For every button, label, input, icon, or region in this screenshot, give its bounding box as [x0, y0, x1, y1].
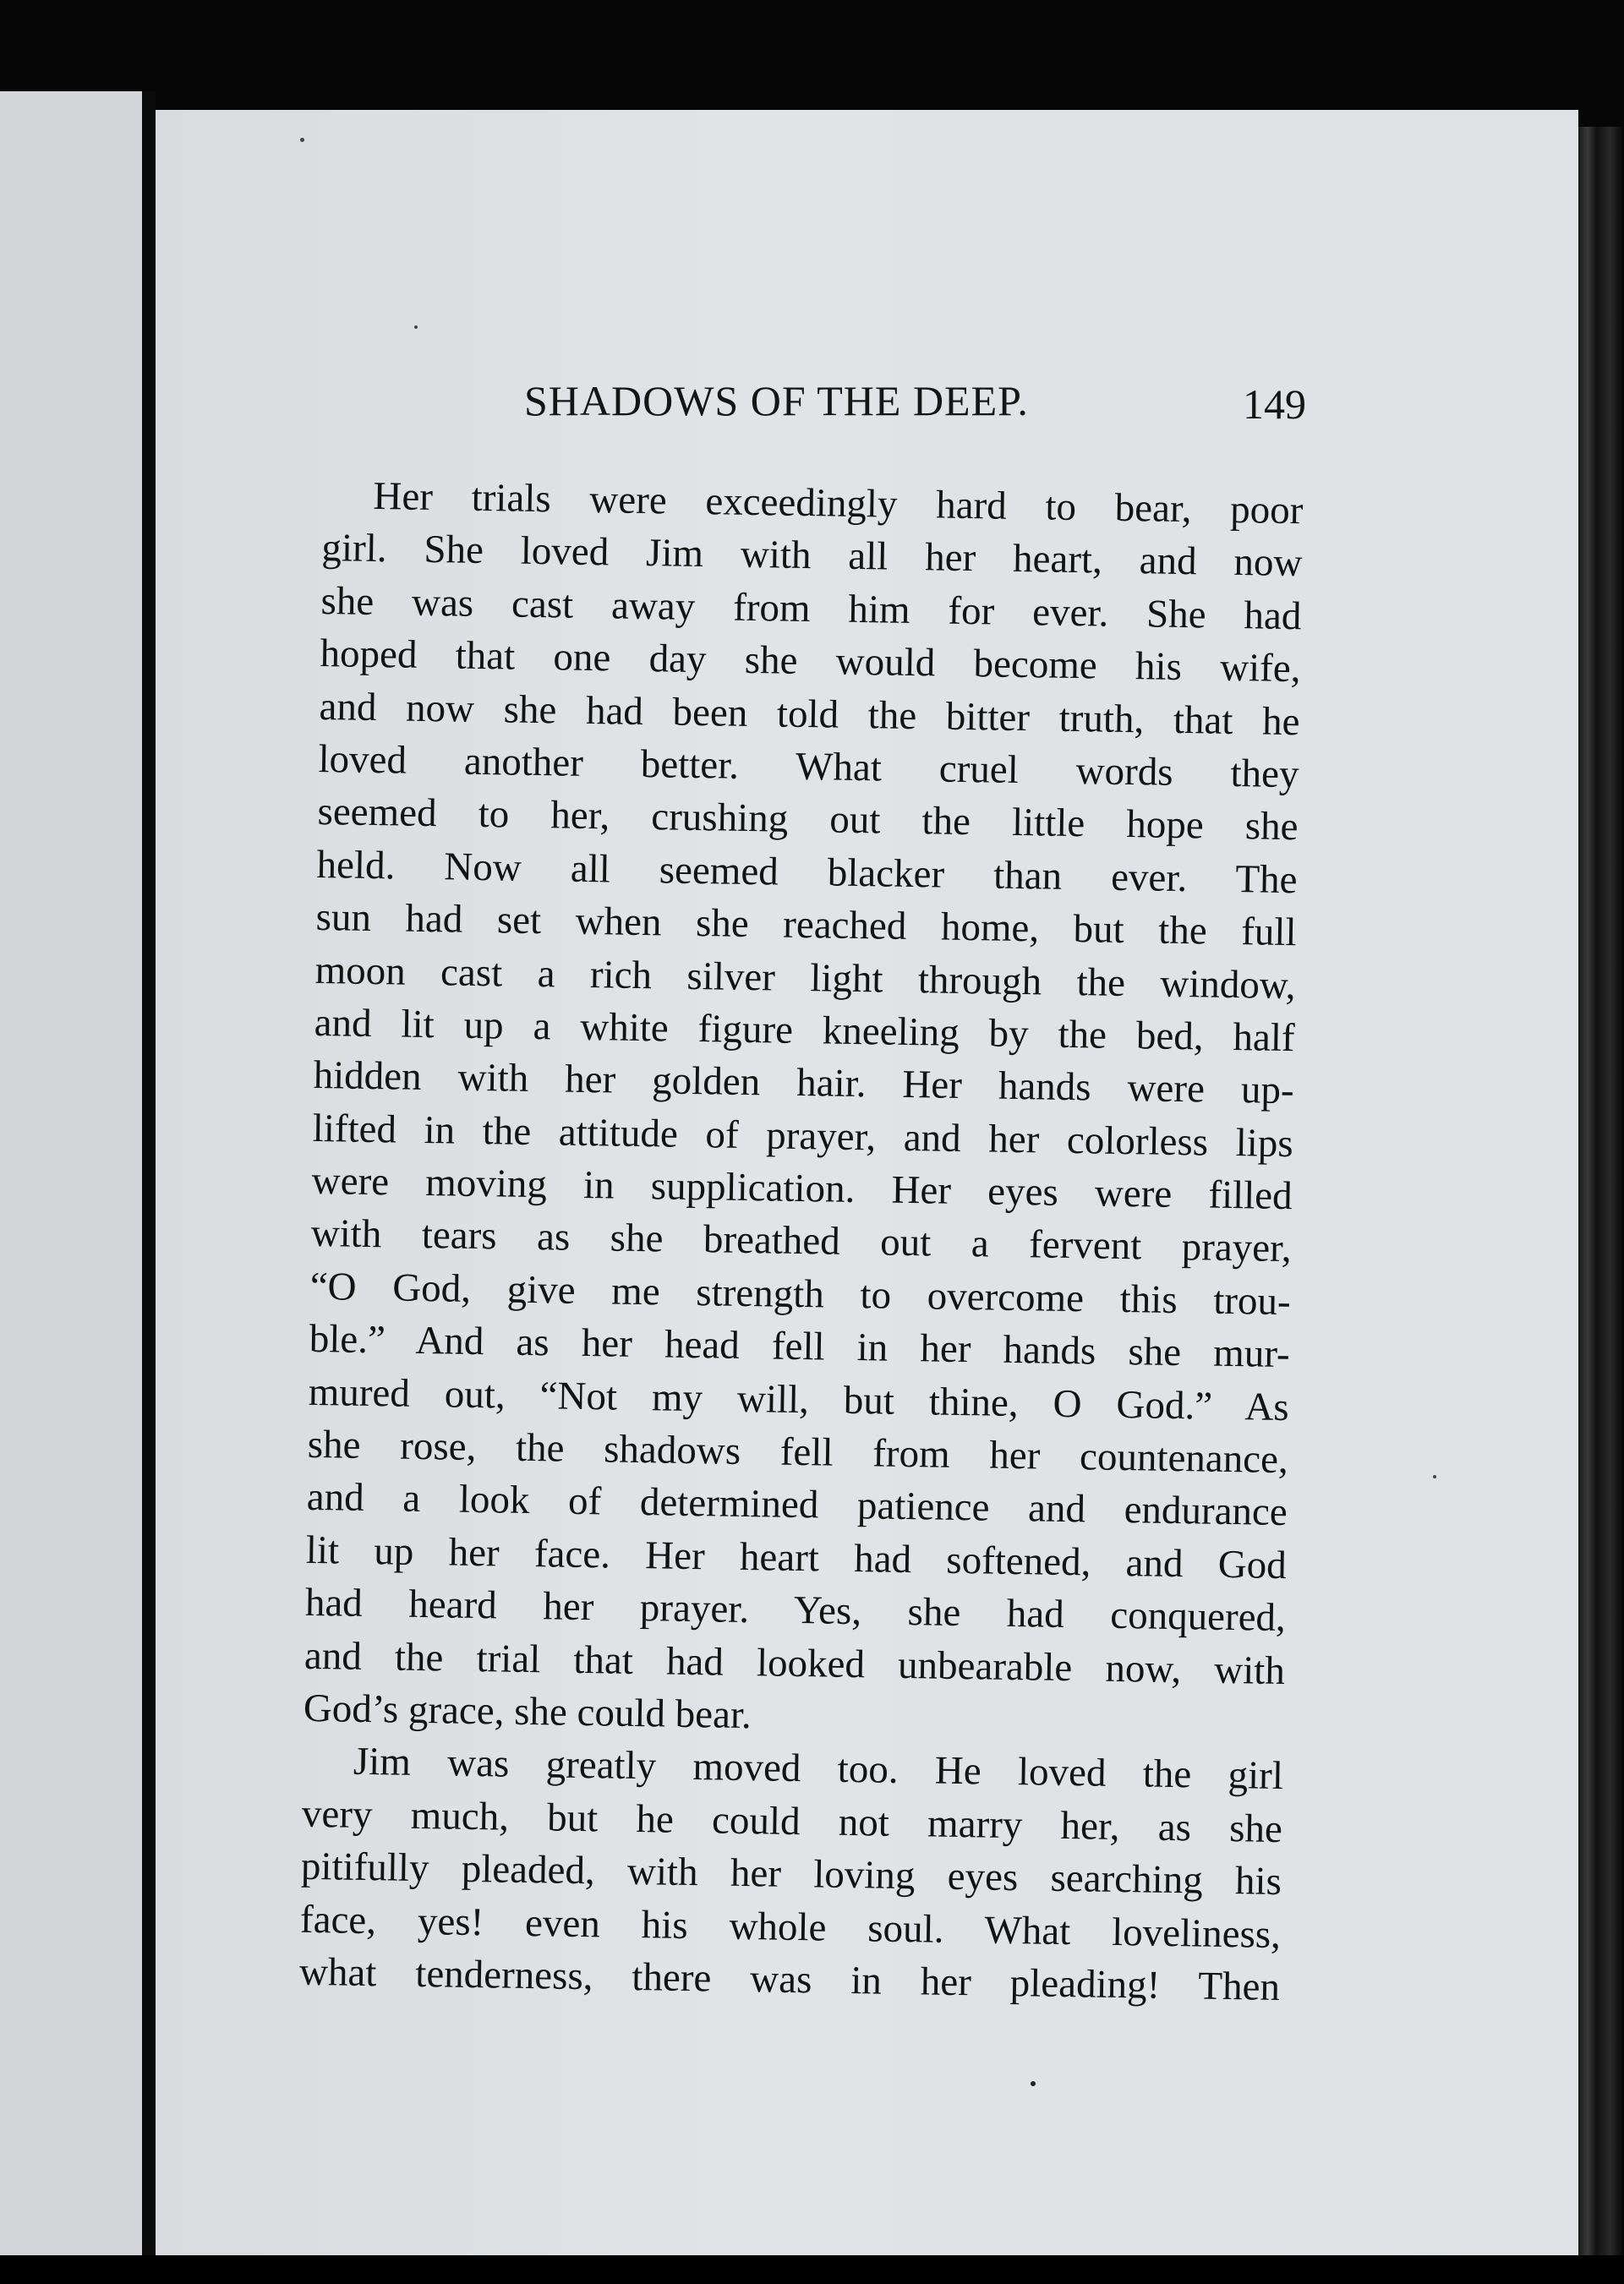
text-line: loved another better. What cruel words they — [318, 736, 1299, 797]
text-line: and now she had been told the bitter truth, that he — [319, 684, 1300, 744]
page-number: 149 — [1243, 380, 1306, 428]
text-line: with tears as she breathed out a fervent prayer, — [310, 1211, 1293, 1271]
text-line: pitifully pleaded, with her loving eyes searching his — [300, 1844, 1282, 1904]
paragraph-2 — [299, 1735, 1284, 2014]
text-line: were moving in supplication. Her eyes were filled — [311, 1158, 1293, 1219]
text-line: and lit up a white figure kneeling by the bed, half — [314, 1000, 1295, 1061]
text-line: God’s grace, she could bear. — [303, 1686, 752, 1738]
text-line: ble.” And as her head fell in her hands she mur- — [309, 1317, 1291, 1377]
text-line: she was cast away from him for ever. She had — [320, 578, 1302, 638]
scan-bottom-border — [0, 2255, 1624, 2284]
body-text — [299, 469, 1304, 2014]
text-line: lit up her face. Her heart had softened, and God — [305, 1527, 1288, 1587]
text-line: face, yes! even his whole soul. What loveliness, — [299, 1897, 1282, 1957]
text-line: and the trial that had looked unbearable now, with — [303, 1633, 1286, 1693]
text-line: Her trials were exceedingly hard to bear, poor — [373, 473, 1304, 533]
text-line: lifted in the attitude of prayer, and her colorless lips — [312, 1106, 1294, 1166]
dust-speck — [1031, 2081, 1036, 2086]
text-line: hidden with her golden hair. Her hands were up- — [313, 1053, 1294, 1113]
text-line: held. Now all seemed blacker than ever. The — [316, 842, 1298, 902]
text-line: she rose, the shadows fell from her countenance, — [307, 1422, 1289, 1483]
page-stack-edge — [1578, 127, 1624, 2284]
text-line: “O God, give me strength to overcome this trou- — [309, 1264, 1292, 1324]
text-line: sun had set when she reached home, but the full — [315, 895, 1297, 955]
text-line: very much, but he could not marry her, as she — [301, 1791, 1283, 1851]
text-line: had heard her prayer. Yes, she had conquered, — [304, 1581, 1287, 1641]
text-line: what tenderness, there was in her pleading! Then — [298, 1949, 1281, 2009]
facing-page-edge — [0, 91, 142, 2284]
dust-speck — [300, 138, 304, 142]
dust-speck — [414, 325, 418, 329]
text-line: hoped that one day she would become his wife, — [320, 631, 1301, 691]
paragraph-1 — [303, 469, 1303, 1750]
text-line: Jim was greatly moved too. He loved the girl — [353, 1740, 1284, 1799]
page-header — [524, 376, 1315, 444]
text-line: moon cast a rich silver light through the window, — [314, 948, 1296, 1008]
text-line: girl. She loved Jim with all her heart, and now — [321, 526, 1303, 586]
dust-speck — [1433, 1475, 1436, 1478]
text-line: seemed to her, crushing out the little hope she — [317, 790, 1299, 850]
gutter-shadow — [142, 91, 156, 2284]
running-head: SHADOWS OF THE DEEP. — [524, 377, 1029, 424]
text-line: and a look of determined patience and endurance — [306, 1475, 1288, 1535]
text-line: mured out, “Not my will, but thine, O God.” As — [308, 1369, 1290, 1429]
